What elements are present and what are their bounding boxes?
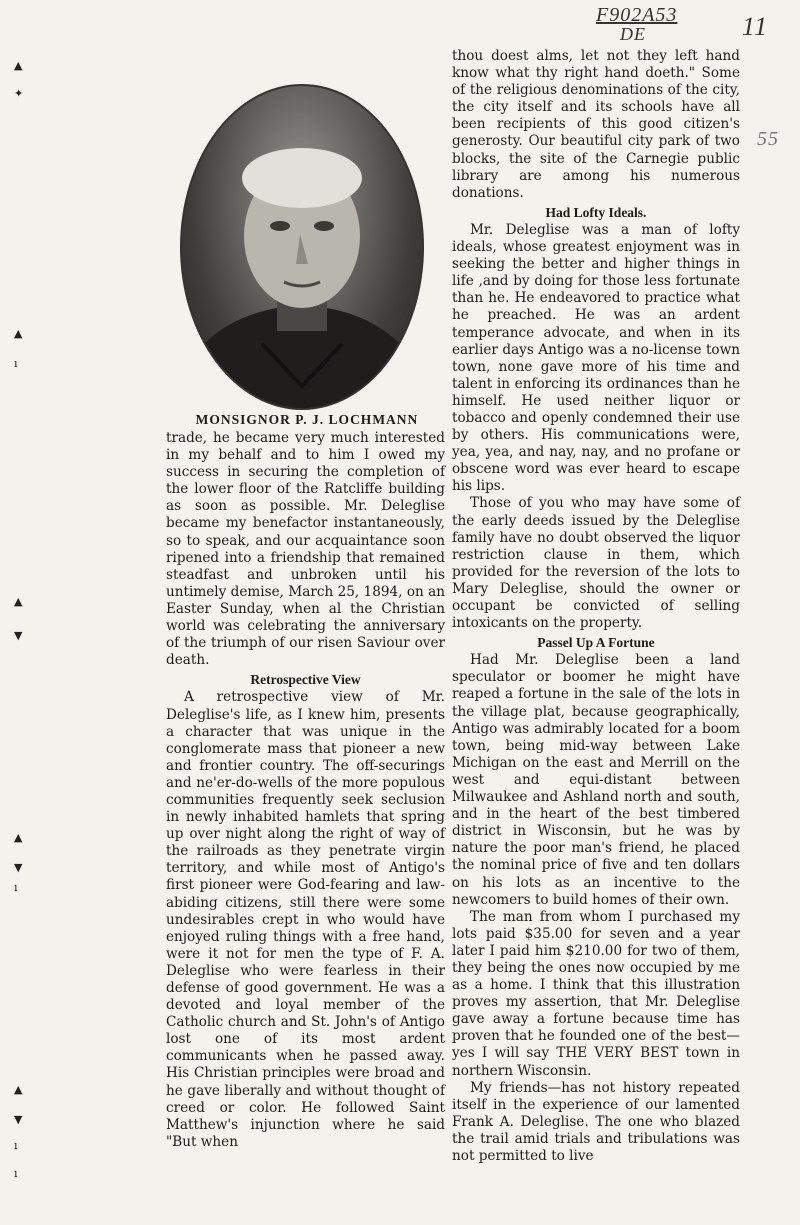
left-column xyxy=(166,430,445,1151)
margin-dot-icon: ▼ xyxy=(14,629,23,642)
article-paragraph: Had Mr. Deleglise been a land speculator or boomer he might have reaped a fortune in the sale of the lots in the village plat, because geographically, Antigo was admirably located for a boom town, being mid-way between Lake Michigan on the east and Merrill on the west and equi-distant between Milwaukee and Ashland north and south, and in the heart of the best timbered district in Wisconsin, but he was by nature the poor man's friend, he placed the nominal price of five and ten dollars on his lots as an incentive to the newcomers to build homes of their own. xyxy=(452,652,740,908)
margin-dot-icon: ▼ xyxy=(14,861,23,874)
margin-dot-icon: ı xyxy=(14,357,18,370)
page-number-annotation: 11 xyxy=(742,12,769,41)
section-heading: Retrospective View xyxy=(250,672,361,688)
article-paragraph: My friends—has not history repeated itself in the experience of our lamented Frank A. Deleglise. The one who blazed the trail amid trials and tribulations was not permitted to live xyxy=(452,1079,740,1164)
margin-dot-icon: ▲ xyxy=(14,59,23,72)
article-paragraph: trade, he became very much interested in my behalf and to him I owed my success in securing the completion of the lower floor of the Ratcliffe building as soon as possible. Mr. Deleglise became my benefactor instantaneously, so to speak, and our acquaintance soon ripened into a friendship that remained steadfast and unbroken until his untimely demise, March 25, 1894, on an Easter Sunday, when al the Christian world was celebrating the anniversary of the triumph of our risen Saviour over death. xyxy=(166,430,445,669)
archive-code-annotation: F902A53 xyxy=(596,4,678,26)
article-paragraph: A retrospective view of Mr. Deleglise's life, as I knew him, presents a character that was unique in the conglomerate mass that pioneer a new and frontier country. The off-securings and ne'er-do-wells of the more populous communities frequently seek seclusion in newly inhabited hamlets that spring up over night along the right of way of the railroads as they penetrate virgin territory, and while most of Antigo's first pioneer were God-fearing and law-abiding citizens, still there were some undesirables crept in who would have enjoyed ruling things with a free hand, were it not for men the type of F. A. Deleglise who were fearless in their defense of good government. He was a devoted and loyal member of the Catholic church and St. John's of Antigo lost one of its most ardent communicants when he passed away. His Christian principles were broad and he gave liberally and without thought of creed or color. He followed Saint Matthew's injunction where he said "But when xyxy=(166,689,445,1150)
right-column xyxy=(452,48,740,1165)
margin-dot-icon: ı xyxy=(14,1167,18,1180)
article-paragraph: The man from whom I purchased my lots paid $35.00 for seven and a year later I paid him $210.00 for two of them, they being the ones now occupied by me as a home. I think that this illustration proves my assertion, that Mr. Deleglise gave away a fortune because time has proven that he founded one of the best—yes I will say THE VERY BEST town in northern Wisconsin. xyxy=(452,908,740,1079)
photo-caption: MONSIGNOR P. J. LOCHMANN xyxy=(195,412,419,427)
portrait-figure-icon xyxy=(182,86,422,408)
margin-dot-icon: ✦ xyxy=(14,87,24,100)
margin-dot-icon: ▼ xyxy=(14,1113,23,1126)
section-heading: Passel Up A Fortune xyxy=(537,635,655,651)
margin-dot-icon: ▲ xyxy=(14,327,23,340)
section-heading: Had Lofty Ideals. xyxy=(545,204,647,220)
margin-number-annotation: 55 xyxy=(757,128,779,150)
portrait-photo-icon xyxy=(180,84,424,410)
article-paragraph: Those of you who may have some of the early deeds issued by the Deleglise family have no doubt observed the liquor restriction clause in them, which provided for the reversion of the lots to Mary Deleglise, should the owner or occupant be convicted of selling intoxicants on the property. xyxy=(452,495,740,632)
article-paragraph: thou doest alms, let not they left hand know what thy right hand doeth." Some of the religious denominations of the city, the city itself and its schools have all been recipients of this good citizen's generosty. Our beautiful city park of two blocks, the site of the Carnegie public library are among his numerous donations. xyxy=(452,48,740,201)
binding-margin-marks xyxy=(14,0,28,1225)
margin-dot-icon: ▲ xyxy=(14,595,23,608)
margin-dot-icon: ı xyxy=(14,881,18,894)
margin-dot-icon: ▲ xyxy=(14,1083,23,1096)
archive-sub-annotation: DE xyxy=(620,24,646,44)
margin-dot-icon: ▲ xyxy=(14,831,23,844)
margin-dot-icon: ı xyxy=(14,1139,18,1152)
article-paragraph: Mr. Deleglise was a man of lofty ideals, whose greatest enjoyment was in seeking the better and higher things in life ,and by doing for those less fortunate than he. He endeavored to practice what he preached. He was an ardent temperance advocate, and when in its earlier days Antigo was a no-license town town, none gave more of his time and talent in enforcing its ordinances than he himself. He used neither liquor or tobacco and openly condemned their use by others. His communications were, yea, yea, and nay, nay, and no profane or obscene word was ever heard to escape his lips. xyxy=(452,221,740,495)
